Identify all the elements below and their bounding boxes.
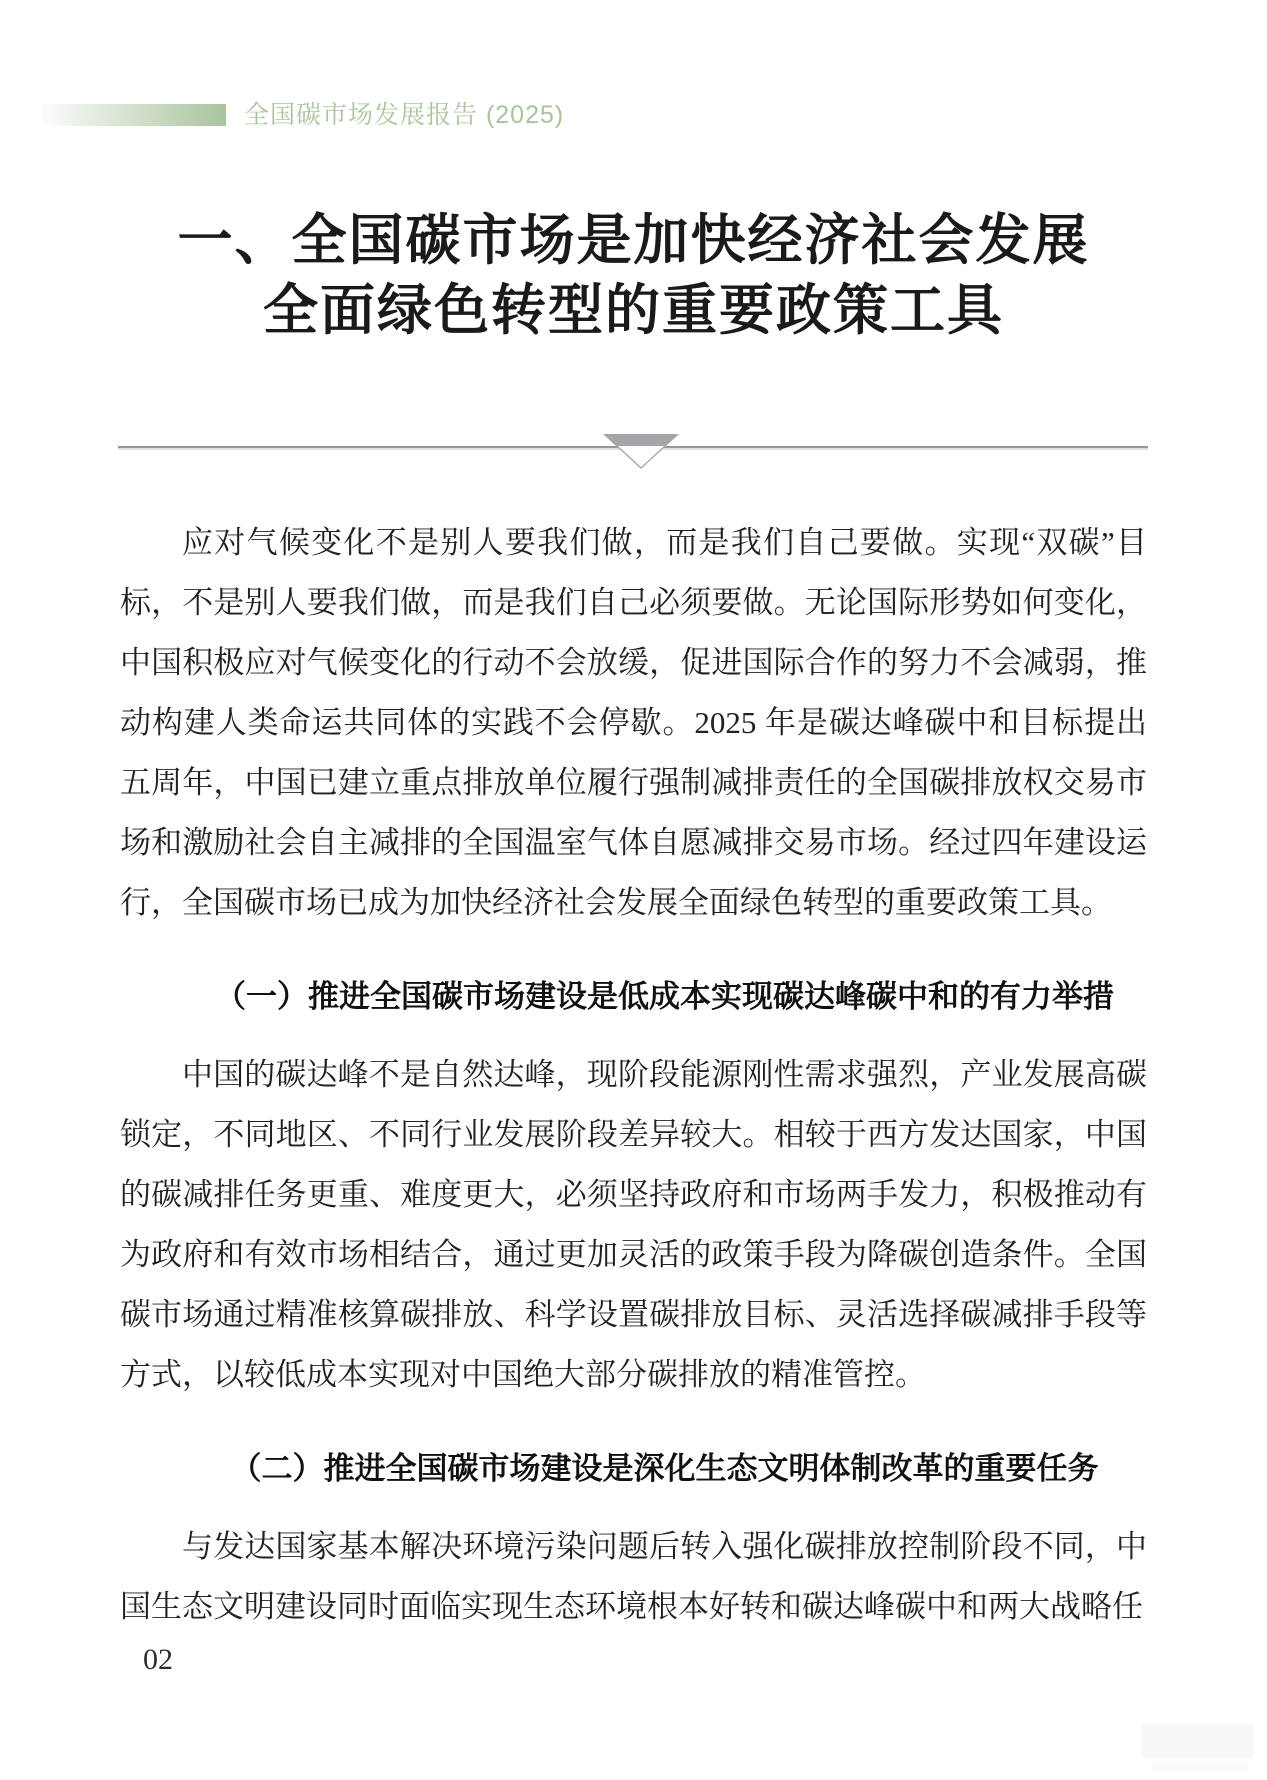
paragraph-1: 应对气候变化不是别人要我们做，而是我们自己要做。实现“双碳”目标，不是别人要我们做，而是我们自己必须要做。无论国际形势如何变化，中国积极应对气候变化的行动不会放缓，促进国际合作的努力不会减弱，推动构建人类命运共同体的实践不会停歇。2025 年是碳达峰碳中和目标提出五周年，中国已建立重点排放单位履行强制减排责任的全国碳排放权交易市场和激励社会自主减排的全国温室气体自愿减排交易市场。经过四年建设运行，全国碳市场已成为加快经济社会发展全面绿色转型的重要政策工具。 (120, 525, 1147, 920)
subsection-heading-1: （一）推进全国碳市场建设是低成本实现碳达峰碳中和的有力举措 (215, 979, 1114, 1014)
watermark (1142, 1724, 1257, 1772)
section-divider (118, 444, 1148, 484)
subsection-heading-2: （二）推进全国碳市场建设是深化生态文明体制改革的重要任务 (230, 1451, 1099, 1486)
content-area (120, 513, 1147, 1637)
divider-triangle-icon (603, 434, 679, 470)
watermark-logo (1142, 1724, 1254, 1758)
header-report-title: 全国碳市场发展报告 (2025) (244, 101, 565, 129)
chapter-title-line-1: 一、全国碳市场是加快经济社会发展 (177, 210, 1090, 271)
paragraph-2: 中国的碳达峰不是自然达峰，现阶段能源刚性需求强烈，产业发展高碳锁定，不同地区、不同行业发展阶段差异较大。相较于西方发达国家，中国的碳减排任务更重、难度更大，必须坚持政府和市场两手发力，积极推动有为政府和有效市场相结合，通过更加灵活的政策手段为降碳创造条件。全国碳市场通过精准核算碳排放、科学设置碳排放目标、灵活选择碳减排手段等方式，以较低成本实现对中国绝大部分碳排放的精准管控。 (120, 1057, 1147, 1392)
paragraph-3: 与发达国家基本解决环境污染问题后转入强化碳排放控制阶段不同，中国生态文明建设同时面临实现生态环境根本好转和碳达峰碳中和两大战略任 (120, 1529, 1147, 1624)
page-header (42, 100, 564, 130)
chapter-title (60, 206, 1207, 346)
watermark-caption (1152, 1762, 1248, 1772)
page-number: 02 (143, 1643, 173, 1676)
chapter-title-line-2: 全面绿色转型的重要政策工具 (262, 280, 1004, 341)
header-accent-bar (42, 104, 226, 126)
